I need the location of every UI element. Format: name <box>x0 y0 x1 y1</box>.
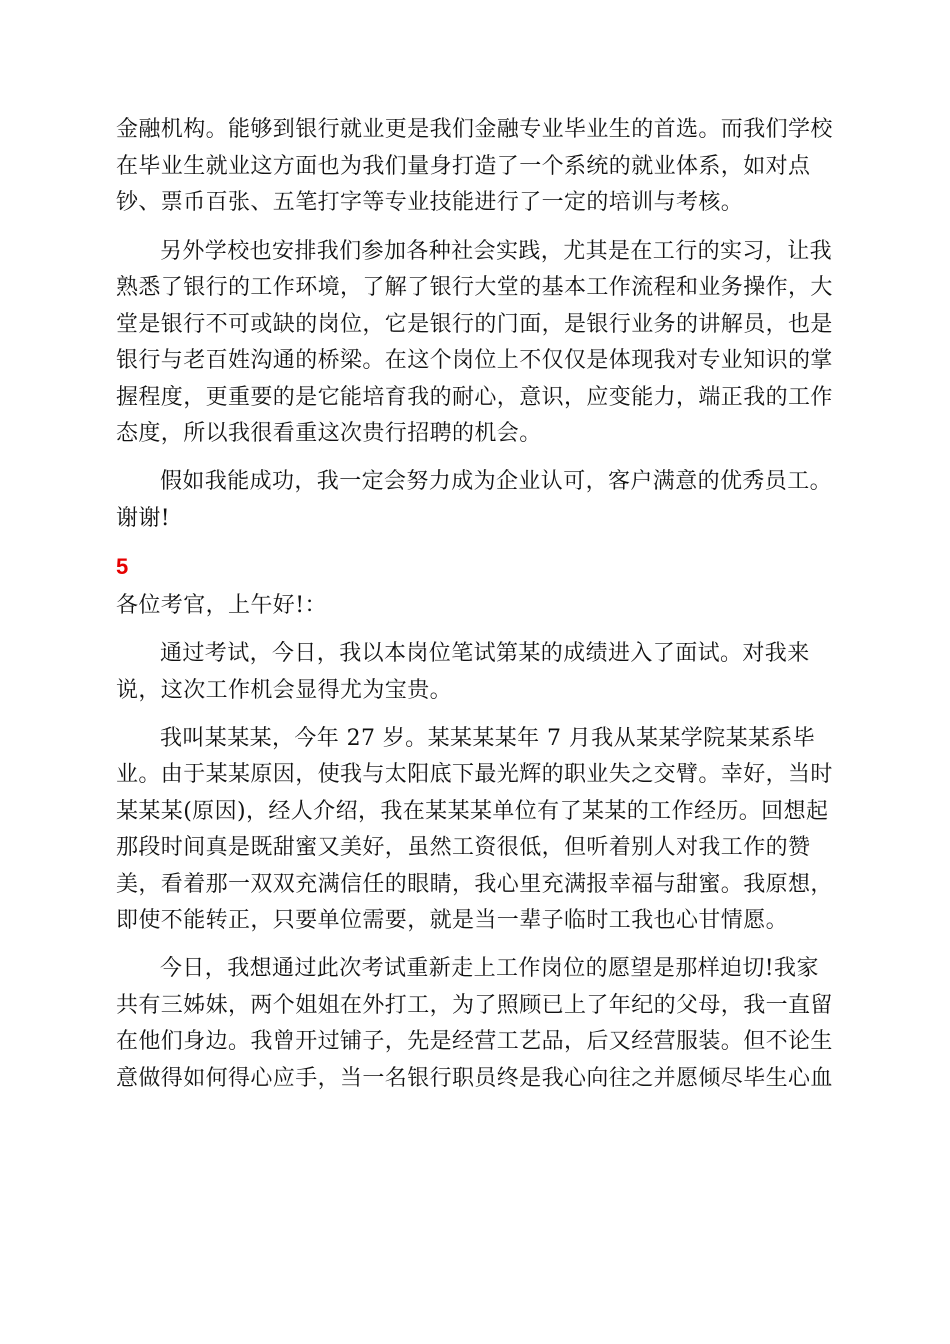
text-line: 那段时间真是既甜蜜又美好，虽然工资很低，但听着别人对我工作的赞 <box>116 835 811 860</box>
greeting <box>116 588 836 625</box>
paragraph-introduction <box>116 721 836 940</box>
paragraph-closing <box>116 464 836 537</box>
text-line: 另外学校也安排我们参加各种社会实践，尤其是在工行的实习，让我 <box>160 238 833 264</box>
text-line: 假如我能成功，我一定会努力成为企业认可，客户满意的优秀员工。 <box>160 469 833 494</box>
text-line: 钞、票币百张、五笔打字等专业技能进行了一定的培训与考核。 <box>116 190 744 215</box>
section-number: 5 <box>116 553 129 579</box>
text-line: 态度，所以我很看重这次贵行招聘的机会。 <box>116 421 542 446</box>
document-page <box>116 112 836 1109</box>
text-line: 即使不能转正，只要单位需要，就是当一辈子临时工我也心甘情愿。 <box>116 908 789 933</box>
text-line: 金融机构。能够到银行就业更是我们金融专业毕业生的首选。而我们学校 <box>116 117 833 142</box>
paragraph-exam <box>116 636 836 709</box>
text-line: 熟悉了银行的工作环境，了解了银行大堂的基本工作流程和业务操作，大 <box>116 275 833 300</box>
paragraph-aspiration <box>116 951 836 1097</box>
text-line: 美，看着那一双双充满信任的眼睛，我心里充满报幸福与甜蜜。我原想， <box>116 871 833 897</box>
paragraph-practice <box>116 234 836 453</box>
text-line: 业。由于某某原因，使我与太阳底下最光辉的职业失之交臂。幸好，当时 <box>116 762 833 787</box>
text-line: 我叫某某某，今年 27 岁。某某某某年 7 月我从某某学院某某系毕 <box>160 725 816 751</box>
text-line: 在他们身边。我曾开过铺子，先是经营工艺品，后又经营服装。但不论生 <box>116 1029 833 1054</box>
paragraph-continuation <box>116 112 836 222</box>
text-line: 通过考试，今日，我以本岗位笔试第某的成绩进入了面试。对我来 <box>160 641 810 666</box>
text-line: 在毕业生就业这方面也为我们量身打造了一个系统的就业体系，如对点 <box>116 153 811 179</box>
text-line: 意做得如何得心应手，当一名银行职员终是我心向往之并愿倾尽毕生心血 <box>116 1065 833 1091</box>
text-line: 握程度，更重要的是它能培育我的耐心，意识，应变能力，端正我的工作 <box>116 384 833 410</box>
greeting-line: 各位考官，上午好!： <box>116 593 327 618</box>
text-line: 谢谢! <box>116 505 171 531</box>
text-line: 堂是银行不可或缺的岗位，它是银行的门面，是银行业务的讲解员，也是 <box>116 311 833 337</box>
text-line: 某某某(原因)，经人介绍，我在某某某单位有了某某的工作经历。回想起 <box>116 798 829 824</box>
text-line: 今日，我想通过此次考试重新走上工作岗位的愿望是那样迫切!我家 <box>160 956 819 981</box>
text-line: 说，这次工作机会显得尤为宝贵。 <box>116 677 453 703</box>
text-line: 银行与老百姓沟通的桥梁。在这个岗位上不仅仅是体现我对专业知识的掌 <box>116 348 833 373</box>
text-line: 共有三姊妹，两个姐姐在外打工，为了照顾已上了年纪的父母，我一直留 <box>116 992 833 1018</box>
